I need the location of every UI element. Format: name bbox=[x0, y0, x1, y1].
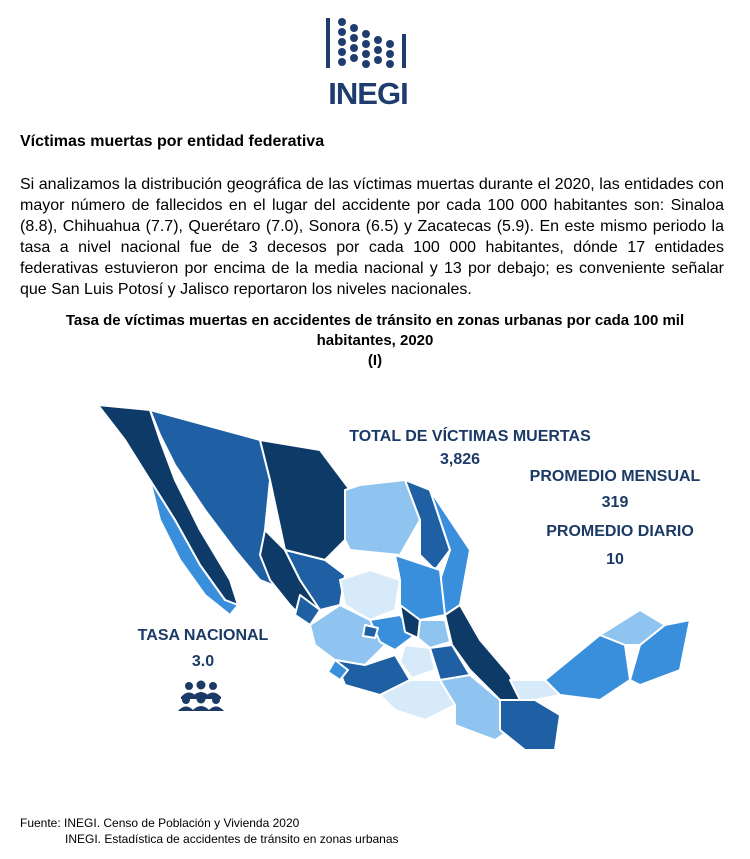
inegi-logo bbox=[318, 14, 418, 112]
people-group-icon bbox=[176, 680, 226, 712]
map-title-line3: (I) bbox=[367, 352, 383, 369]
intro-paragraph: Si analizamos la distribución geográfica de las víctimas muertas durante el 2020, las entidades con mayor número de fallecidos en el lugar del accidente por cada 100 000 habitantes son: Sinaloa (8.8), Chihuahua (7.7), Querétaro (7.0), Sonora (6.5) y Zacatecas (5.9). En este mismo periodo la tasa a nivel nacional fue de 3 decesos por cada 100 000 habitantes, dónde 17 entidades federativas estuvieron por encima de la media nacional y 13 por debajo; es conveniente señalar que San Luis Potosí y Jalisco reportaron los niveles nacionales. bbox=[20, 176, 724, 298]
logo-text: INEGI bbox=[328, 76, 408, 111]
region-hidalgo bbox=[418, 620, 450, 648]
map-title-line2: habitantes, 2020 bbox=[316, 332, 434, 349]
map-title bbox=[20, 311, 730, 371]
section-title: Víctimas muertas por entidad federativa bbox=[20, 133, 325, 150]
region-chiapas bbox=[500, 700, 560, 750]
inegi-dots-icon bbox=[318, 14, 418, 74]
national-value: 3.0 bbox=[191, 653, 215, 670]
daily-label: PROMEDIO DIARIO bbox=[546, 523, 694, 540]
source-line1: Fuente: INEGI. Censo de Población y Vivienda 2020 bbox=[20, 816, 300, 830]
source-note bbox=[20, 815, 399, 847]
total-value: 3,826 bbox=[439, 451, 481, 468]
total-label: TOTAL DE VÍCTIMAS MUERTAS bbox=[349, 428, 591, 445]
map-title-line1: Tasa de víctimas muertas en accidentes de tránsito en zonas urbanas por cada 100 mil bbox=[65, 312, 685, 329]
monthly-value: 319 bbox=[601, 494, 629, 511]
region-campeche bbox=[545, 635, 630, 700]
monthly-label: PROMEDIO MENSUAL bbox=[529, 468, 701, 485]
daily-value: 10 bbox=[606, 551, 624, 568]
region-aguascalientes bbox=[363, 625, 378, 638]
national-label: TASA NACIONAL bbox=[137, 627, 269, 644]
source-line2: INEGI. Estadística de accidentes de tránsito en zonas urbanas bbox=[65, 832, 399, 846]
